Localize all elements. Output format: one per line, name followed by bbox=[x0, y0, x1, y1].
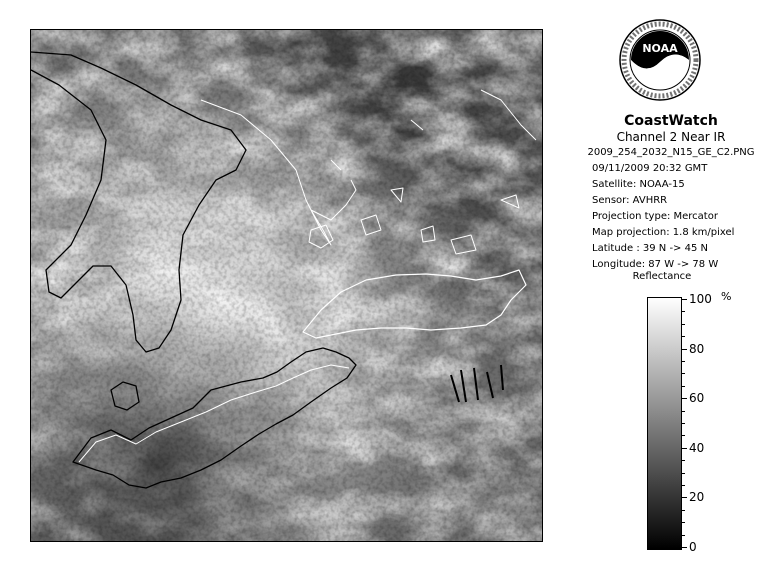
colorbar-minor-tick bbox=[682, 473, 685, 474]
datetime-label: 09/11/2009 20:32 GMT bbox=[592, 163, 708, 174]
colorbar-tick-label: 60 bbox=[689, 391, 705, 405]
colorbar-tick-mark bbox=[682, 299, 687, 300]
noaa-logo-text: NOAA bbox=[642, 42, 678, 55]
colorbar-minor-tick bbox=[682, 361, 685, 362]
colorbar-tick-mark bbox=[682, 398, 687, 399]
colorbar-minor-tick bbox=[682, 311, 685, 312]
colorbar-title: Reflectance bbox=[632, 271, 692, 282]
brand-title: CoastWatch bbox=[624, 113, 718, 129]
colorbar-tick-label: 40 bbox=[689, 441, 705, 455]
noaa-logo bbox=[618, 18, 702, 114]
latitude-label: Latitude : 39 N -> 45 N bbox=[592, 243, 708, 254]
colorbar-tick-label: 80 bbox=[689, 342, 705, 356]
colorbar-minor-tick bbox=[682, 460, 685, 461]
colorbar-minor-tick bbox=[682, 373, 685, 374]
colorbar-tick-mark bbox=[682, 349, 687, 350]
colorbar-minor-tick bbox=[682, 411, 685, 412]
colorbar-tick-mark bbox=[682, 448, 687, 449]
colorbar-minor-tick bbox=[682, 324, 685, 325]
satellite-label: Satellite: NOAA-15 bbox=[592, 179, 685, 190]
product-title: Channel 2 Near IR bbox=[616, 130, 726, 144]
colorbar-tick-mark bbox=[682, 497, 687, 498]
colorbar-tick-label: 0 bbox=[689, 540, 697, 554]
sensor-label: Sensor: AVHRR bbox=[592, 195, 668, 206]
colorbar-minor-tick bbox=[682, 423, 685, 424]
filename-label: 2009_254_2032_N15_GE_C2.PNG bbox=[587, 147, 755, 158]
colorbar-tick-label: 20 bbox=[689, 490, 705, 504]
colorbar-unit: % bbox=[721, 290, 732, 303]
colorbar bbox=[647, 297, 682, 550]
colorbar-minor-tick bbox=[682, 386, 685, 387]
colorbar-minor-tick bbox=[682, 510, 685, 511]
colorbar-minor-tick bbox=[682, 535, 685, 536]
map-projection-label: Map projection: 1.8 km/pixel bbox=[592, 227, 735, 238]
colorbar-minor-tick bbox=[682, 336, 685, 337]
colorbar-tick-label: 100 bbox=[689, 292, 712, 306]
colorbar-minor-tick bbox=[682, 522, 685, 523]
satellite-image bbox=[30, 29, 543, 542]
projection-type-label: Projection type: Mercator bbox=[592, 211, 718, 222]
noaa-emblem-icon bbox=[618, 18, 702, 114]
colorbar-minor-tick bbox=[682, 485, 685, 486]
satellite-image-svg bbox=[31, 30, 543, 542]
colorbar-minor-tick bbox=[682, 435, 685, 436]
longitude-label: Longitude: 87 W -> 78 W bbox=[592, 259, 719, 270]
colorbar-tick-mark bbox=[682, 547, 687, 548]
